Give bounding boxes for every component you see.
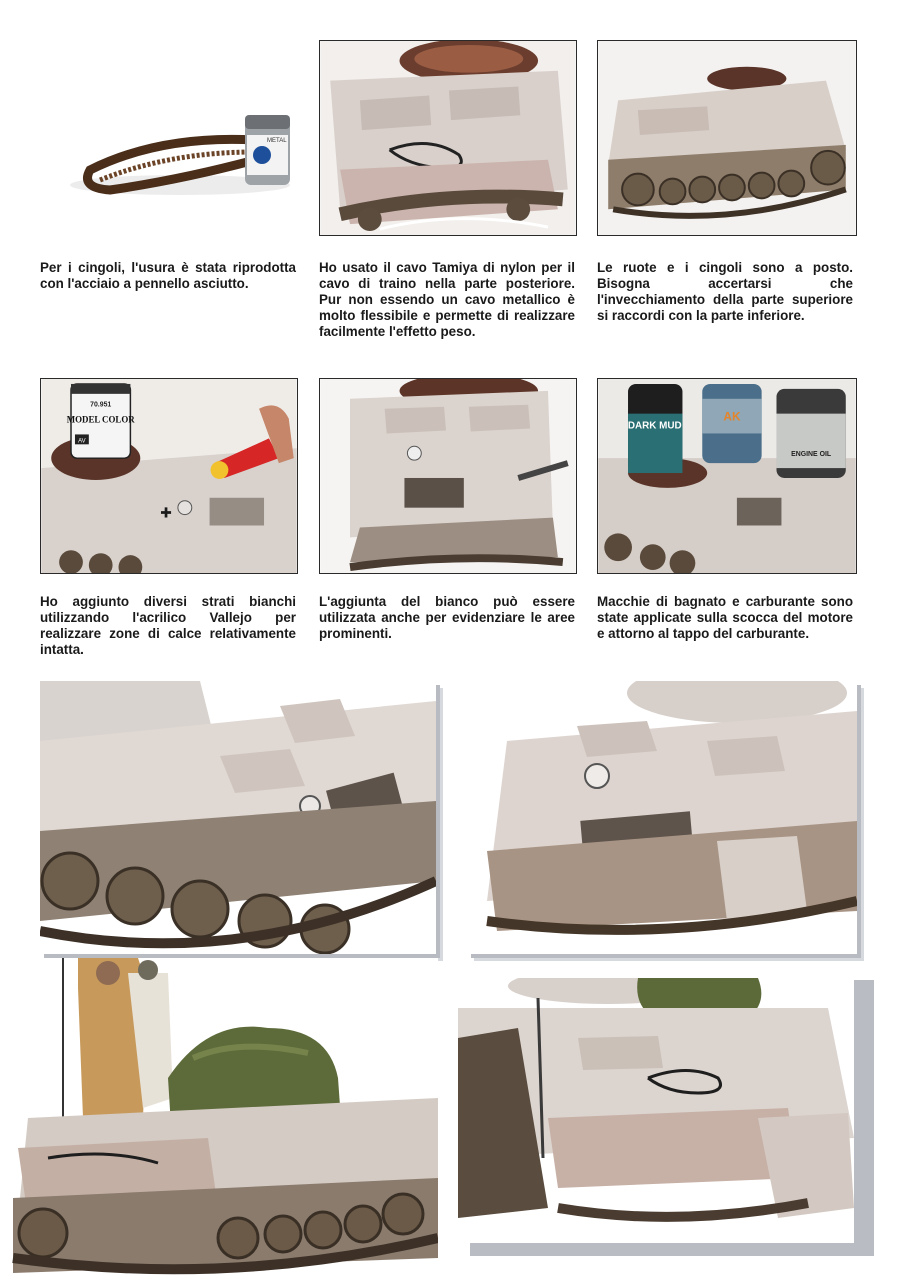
photo-white-highlights — [319, 378, 577, 574]
full-tank-illustration — [8, 958, 438, 1280]
hull-closeup-left-illustration — [40, 681, 436, 954]
hull-closeup-right-illustration — [467, 681, 857, 954]
vallejo-illustration — [41, 379, 297, 573]
photo-hull-closeup-left — [40, 681, 436, 954]
ak-jar-engine-oil: ENGINE OIL — [791, 451, 832, 459]
tracks-illustration — [40, 40, 298, 236]
hull-side-illustration — [598, 41, 856, 235]
rear-hull-illustration — [320, 41, 576, 235]
ak-jar-dark-mud: DARK MUD — [627, 420, 682, 432]
photo-rear-cable-tarp — [458, 978, 854, 1243]
caption-white-highlights: L'aggiunta del bianco può essere utilizzata anche per evidenziare le aree prominenti. — [319, 594, 575, 641]
ak-jar-ak: AK — [723, 409, 741, 424]
photo-full-tank-figures — [8, 958, 438, 1280]
caption-tracks-wear: Per i cingoli, l'usura è stata riprodotta con l'acciaio a pennello asciutto. — [40, 260, 296, 291]
vallejo-code: 70.951 — [90, 401, 112, 409]
front-hull-illustration — [320, 379, 576, 573]
caption-wheels-tracks: Le ruote e i cingoli sono a posto. Bisogna accertarsi che l'invecchiamento della parte superiore si raccordi con la parte inferiore. — [597, 260, 853, 323]
photo-hull-closeup-right — [467, 681, 857, 954]
vallejo-brand: AV — [78, 438, 86, 445]
photo-tracks-and-paint — [40, 40, 298, 236]
caption-tow-cable: Ho usato il cavo Tamiya di nylon per il cavo di traino nella parte posteriore. Pur non essendo un cavo metallico è molto flessibile e permette di realizzare facilmente l'effetto peso. — [319, 260, 575, 339]
vallejo-title: MODEL COLOR — [66, 414, 135, 425]
steel-jar-label: METAL — [267, 138, 287, 144]
photo-ak-stains — [597, 378, 857, 574]
photo-tow-cable-rear — [319, 40, 577, 236]
photo-wheels-and-tracks — [597, 40, 857, 236]
caption-vallejo-layers: Ho aggiunto diversi strati bianchi utilizzando l'acrilico Vallejo per realizzare zone di calce relativamente intatta. — [40, 594, 296, 657]
ak-jars-illustration — [598, 379, 856, 573]
rear-tarp-illustration — [458, 978, 854, 1243]
photo-vallejo-white-layers — [40, 378, 298, 574]
caption-stains-fuel: Macchie di bagnato e carburante sono state applicate sulla scocca del motore e attorno al tappo del carburante. — [597, 594, 853, 641]
svg-text:✚: ✚ — [160, 505, 172, 522]
